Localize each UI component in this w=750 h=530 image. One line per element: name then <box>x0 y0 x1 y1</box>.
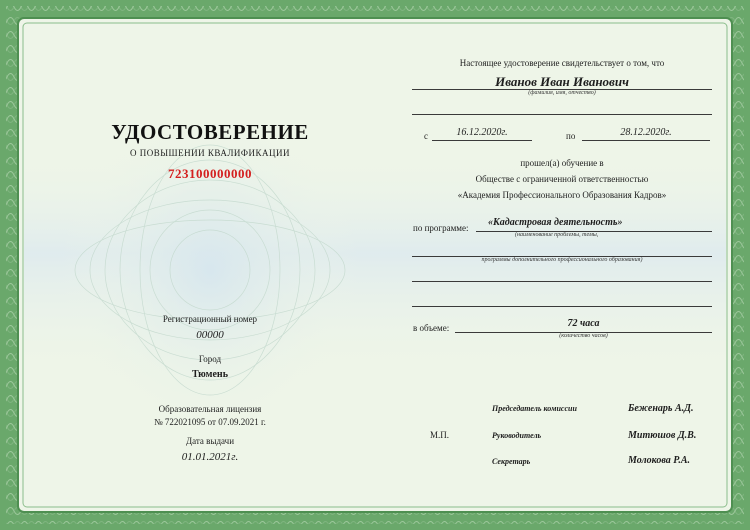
program-value: «Кадастровая деятельность» <box>488 217 623 228</box>
volume-caption: (количество часов) <box>559 333 608 339</box>
person-caption: (фамилия, имя, отчество) <box>528 90 596 96</box>
program-caption-2: программы дополнительного профессионального образования) <box>481 257 643 263</box>
city-value: Тюмень <box>192 369 228 380</box>
license-value: № 722021095 от 07.09.2021 г. <box>154 417 266 427</box>
signatory-name-secretary: Молокова Р.А. <box>628 455 690 466</box>
date-to-line <box>582 140 710 141</box>
date-from-label: с <box>424 131 428 141</box>
program-label: по программе: <box>413 223 469 233</box>
license-label: Образовательная лицензия <box>158 404 262 414</box>
signatory-name-head: Митюшов Д.В. <box>628 430 697 441</box>
trained-text: прошел(а) обучение в <box>520 158 604 168</box>
issue-date-value: 01.01.2021г. <box>181 451 239 463</box>
signatory-role-head: Руководитель <box>492 431 542 440</box>
stamp-place: М.П. <box>430 430 450 440</box>
certificate-number: 723100000000 <box>168 166 252 181</box>
signatory-role-secretary: Секретарь <box>492 457 531 466</box>
program-caption-1: (наименование проблемы, темы, <box>515 232 599 238</box>
organization-line-2: «Академия Профессионального Образования Кадров» <box>457 190 667 200</box>
date-from-line <box>432 140 532 141</box>
date-from-value: 16.12.2020г. <box>456 127 508 138</box>
city-label: Город <box>198 354 222 364</box>
organization-line-1: Обществе с ограниченной ответственностью <box>475 174 649 184</box>
person-extra-line <box>412 114 712 115</box>
person-name: Иванов Иван Иванович <box>495 74 629 89</box>
date-to-label: по <box>566 131 576 141</box>
intro-text: Настоящее удостоверение свидетельствует о том, что <box>459 58 665 68</box>
program-line-4 <box>412 306 712 307</box>
registration-number: 00000 <box>196 329 224 341</box>
issue-date-label: Дата выдачи <box>185 436 235 446</box>
volume-label: в объеме: <box>413 323 450 333</box>
registration-label: Регистрационный номер <box>162 314 258 324</box>
date-to-value: 28.12.2020г. <box>620 127 672 138</box>
volume-value: 72 часа <box>567 318 600 329</box>
signatory-role-chairman: Председатель комиссии <box>492 404 577 413</box>
program-line-3 <box>412 281 712 282</box>
certificate-title: УДОСТОВЕРЕНИЕ <box>111 120 309 144</box>
certificate-subtitle: О ПОВЫШЕНИИ КВАЛИФИКАЦИИ <box>129 148 291 158</box>
signatory-name-chairman: Беженарь А.Д. <box>628 403 694 414</box>
